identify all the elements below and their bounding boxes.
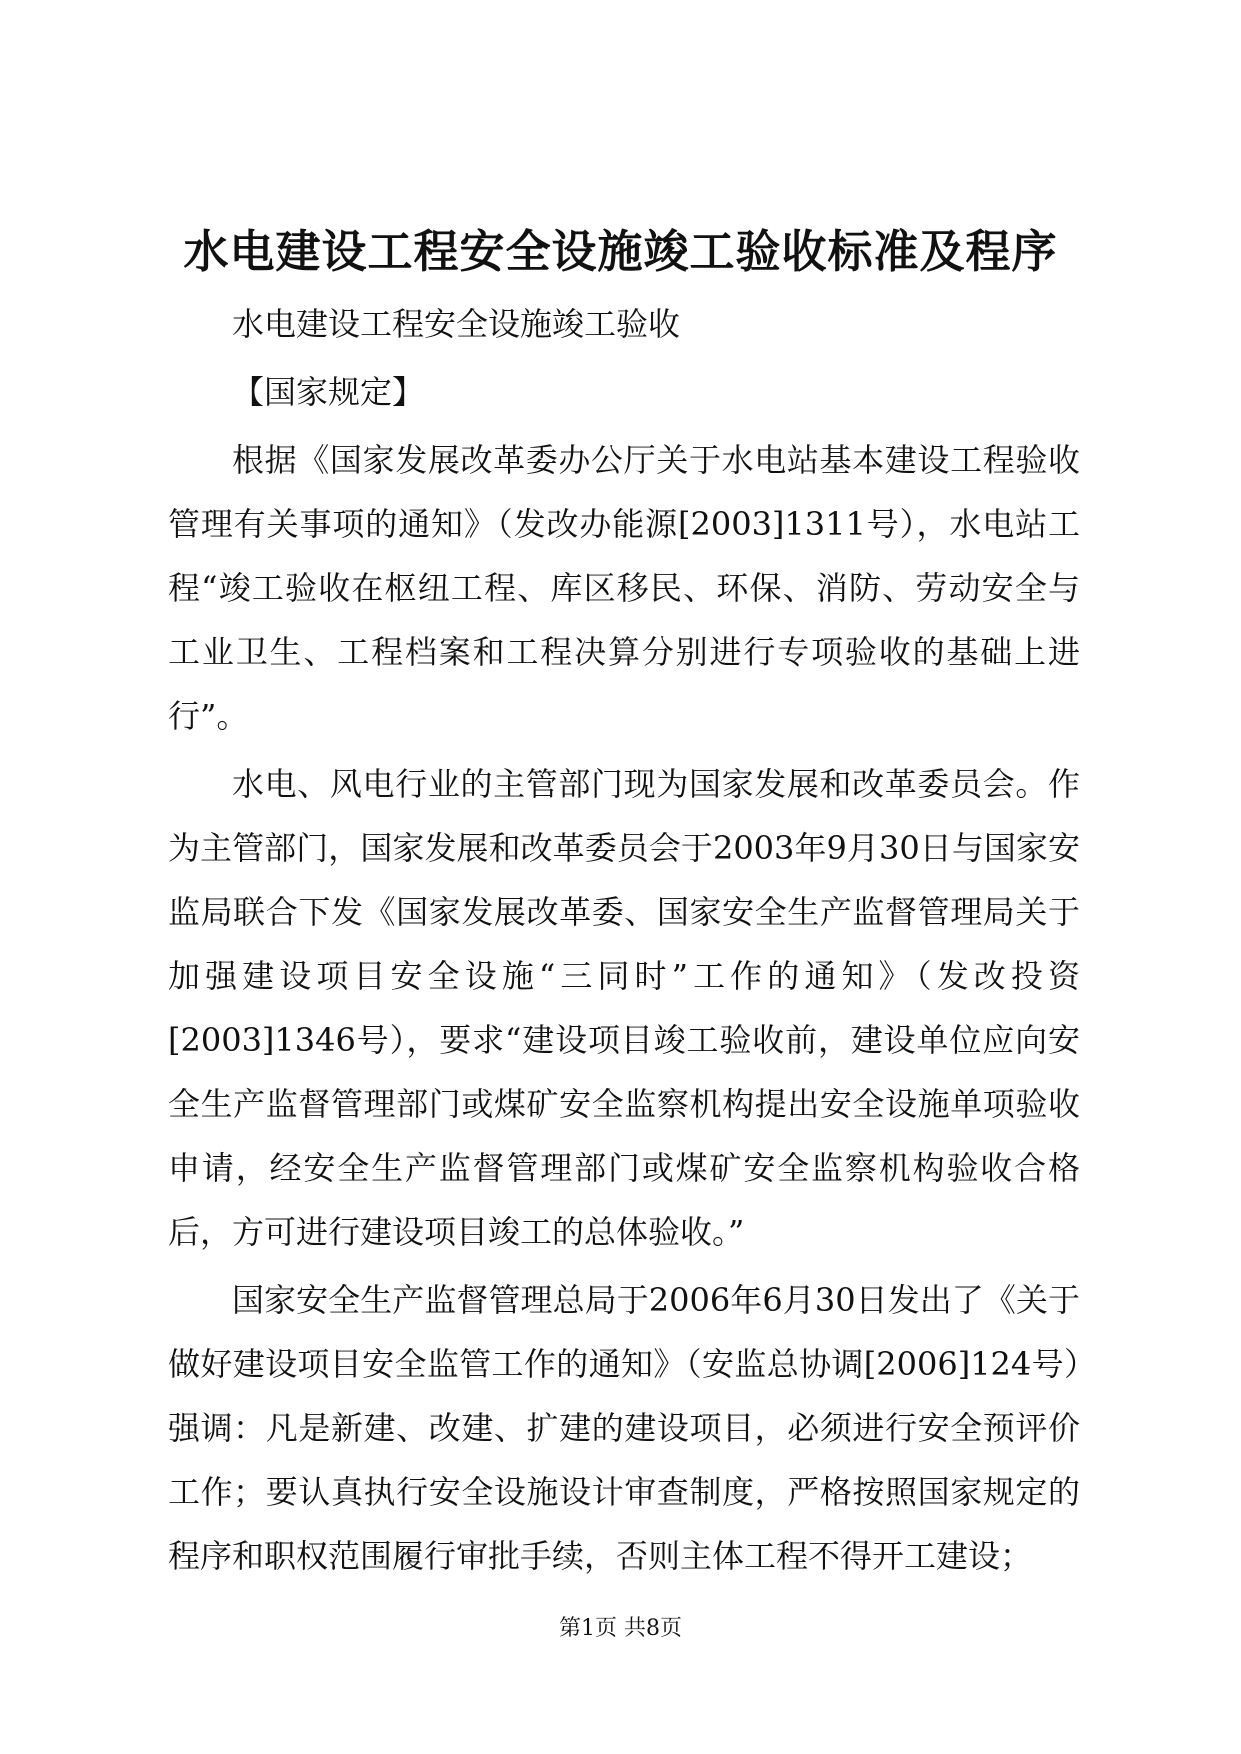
paragraph-section-heading: 【国家规定】 — [232, 373, 425, 411]
paragraph-subtitle: 水电建设工程安全设施竣工验收 — [232, 305, 681, 343]
paragraph: 水电、风电行业的主管部门现为国家发展和改革委员会。作为主管部门，国家发展和改革委员会于2003年9月30日与国家安监局联合下发《国家发展改革委、国家安全生产监督管理局关于加强建设项目安全设施“三同时”工作的通知》（发改投资[2003]1346号），要求“建设项目竣工验收前，建设单位应向安全生产监督管理部门或煤矿安全监察机构提出安全设施单项验收申请，经安全生产监督管理部门或煤矿安全监察机构验收合格后，方可进行建设项目竣工的总体验收。” — [168, 765, 1080, 1251]
paragraph: 国家安全生产监督管理总局于2006年6月30日发出了《关于做好建设项目安全监管工作的通知》（安监总协调[2006]124号）强调：凡是新建、改建、扩建的建设项目，必须进行安全预评价工作；要认真执行安全设施设计审查制度，严格按照国家规定的程序和职权范围履行审批手续，否则主体工程不得开工建设； — [168, 1281, 1080, 1575]
paragraph: 根据《国家发展改革委办公厅关于水电站基本建设工程验收管理有关事项的通知》（发改办能源[2003]1311号），水电站工程“竣工验收在枢纽工程、库区移民、环保、消防、劳动安全与工业卫生、工程档案和工程决算分别进行专项验收的基础上进行”。 — [168, 441, 1080, 735]
document-title: 水电建设工程安全设施竣工验收标准及程序 — [183, 225, 1058, 278]
document-body — [168, 292, 1080, 1592]
page-footer: 第1页 共8页 — [559, 1616, 682, 1641]
